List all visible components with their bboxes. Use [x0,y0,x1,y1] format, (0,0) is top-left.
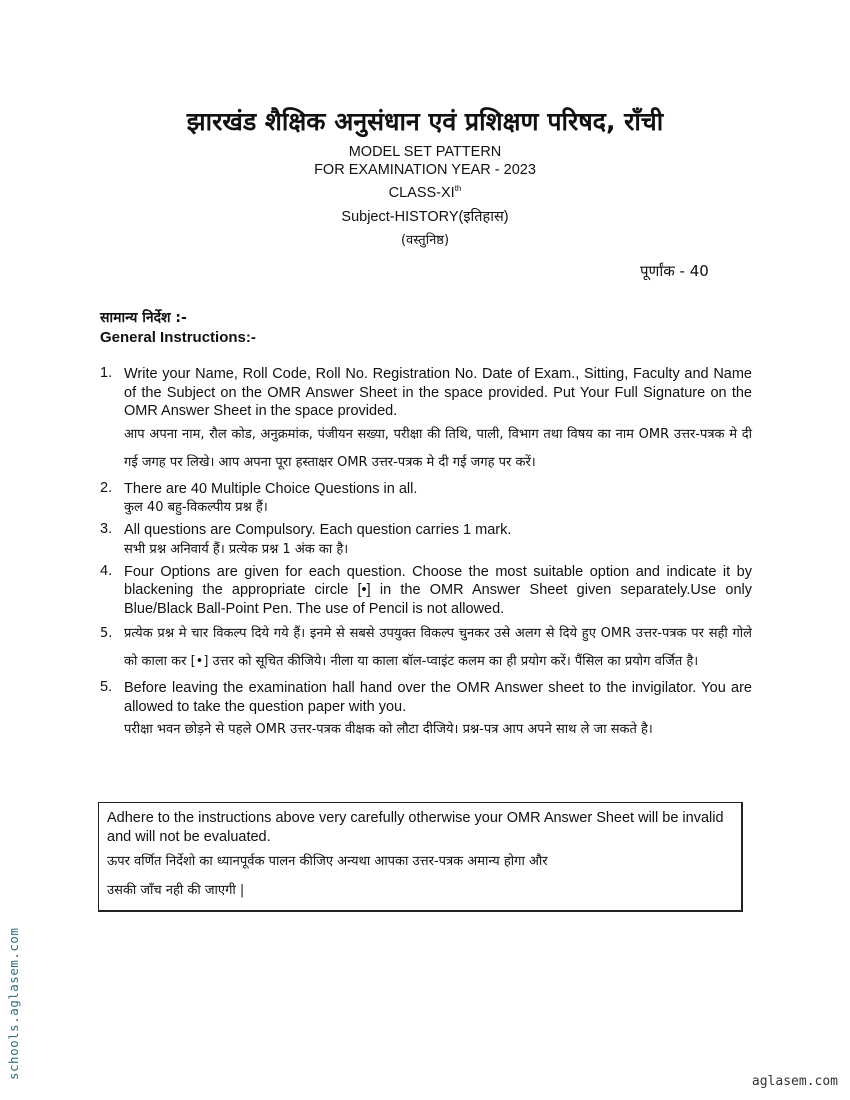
item-text-hindi: परीक्षा भवन छोड़ने से पहले OMR उत्तर-पत्रक वीक्षक को लौटा दीजिये। प्रश्न-पत्र आप अपने साथ ले जा सकते है। [124,722,653,737]
item-text-hindi: सभी प्रश्न अनिवार्य हैं। प्रत्येक प्रश्न 1 अंक का है। [124,541,349,557]
item-number: 3. [100,521,113,537]
board-title: झारखंड शैक्षिक अनुसंधान एवं प्रशिक्षण परिषद, राँची [186,107,664,136]
item-text-english: Four Options are given for each question. Choose the most suitable option and indicate it by blackening the appropriate circle [•] in the OMR Answer Sheet given separately.Use only Blue/Black Ball-Point Pen. The use of Pencil is not allowed. [124,563,752,617]
model-set-label: MODEL SET PATTERN [348,144,502,160]
item-number: 1. [100,365,113,381]
notice-text-hindi-line1: ऊपर वर्णित निर्देशो का ध्यानपूर्वक पालन कीजिए अन्यथा आपका उत्तर-पत्रक अमान्य होगा और [107,854,548,869]
class-text: CLASS-XI [388,184,455,201]
item-text-english: Write your Name, Roll Code, Roll No. Registration No. Date of Exam., Sitting, Faculty and Name of the Subject on the OMR Answer Sheet in the space provided. Put Your Full Signature on the OMR Answer Sheet in the space provided. [124,366,752,419]
item-text-hindi: आप अपना नाम, रौल कोड, अनुक्रमांक, पंजीयन सख्या, परीक्षा की तिथि, पाली, विभाग तथा विषय का नाम OMR उत्तर-पत्रक मे दी गई जगह पर लिखे। आप अपना पूरा हस्ताक्षर OMR उत्तर-पत्रक मे दी गई जगह पर करें। [124,426,752,470]
instructions-list [100,365,752,744]
paper-type-label: (वस्तुनिष्ठ) [400,233,450,248]
instruction-item [100,521,752,559]
instruction-item [100,679,752,744]
notice-text-hindi-line2: उसकी जाँच नही की जाएगी | [107,883,245,898]
item-text-english: There are 40 Multiple Choice Questions in all. [124,480,418,497]
item-number: 5. [100,679,113,695]
side-watermark: schools.aglasem.com [6,927,21,1080]
instructions-heading-hindi: सामान्य निर्देश :- [100,310,187,326]
class-superscript: th [454,184,462,193]
footer-watermark: aglasem.com [751,1074,838,1089]
instruction-item [100,620,752,676]
full-marks: पूर्णांक - 40 [640,262,709,280]
instructions-heading-english: General Instructions:- [100,329,256,346]
item-number: 4. [100,562,113,579]
instruction-item [100,480,752,518]
instruction-item [100,365,752,477]
instruction-item [100,563,752,619]
item-number: 5. [100,626,113,641]
item-text-english: Before leaving the examination hall hand over the OMR Answer sheet to the invigilator. You are allowed to take the question paper with you. [124,680,752,715]
item-text-english: All questions are Compulsory. Each question carries 1 mark. [124,522,512,538]
notice-text-english: Adhere to the instructions above very carefully otherwise your OMR Answer Sheet will be invalid and will not be evaluated. [107,810,724,845]
item-text-hindi: प्रत्येक प्रश्न मे चार विकल्प दिये गये हैं। इनमे से सबसे उपयुक्त विकल्प चुनकर उसे अलग से दिये हुए OMR उत्तर-पत्रक पर सही गोले को काला कर [•] उत्तर को सूचित कीजिये। नीला या काला बॉल-प्वाइंट कलम का ही प्रयोग करें। पैंसिल का प्रयोग वर्जित है। [124,626,752,669]
subject-label: Subject-HISTORY(इतिहास) [341,209,509,225]
exam-year-label: FOR EXAMINATION YEAR - 2023 [314,162,536,178]
notice-box [98,802,743,912]
item-text-hindi: कुल 40 बहु-विकल्पीय प्रश्न हैं। [124,500,268,515]
item-number: 2. [100,479,113,496]
class-label [0,180,850,202]
